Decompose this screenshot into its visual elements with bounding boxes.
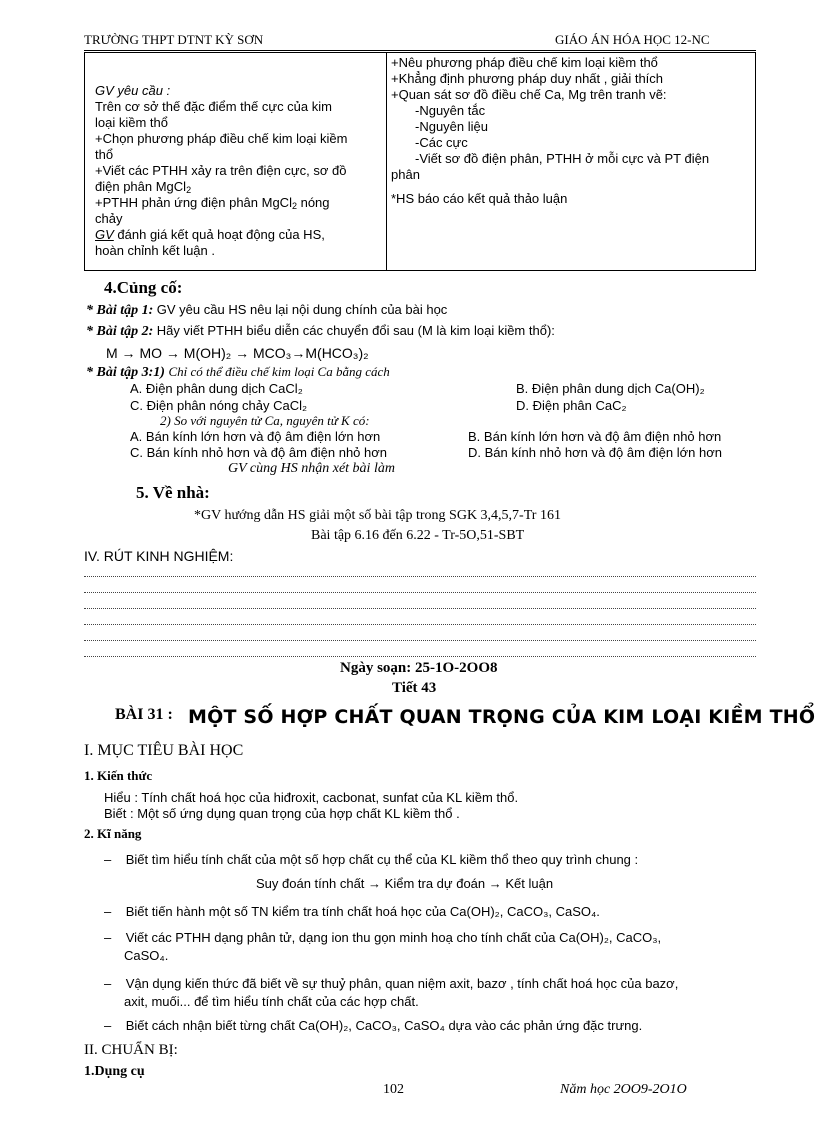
knowledge-hieu: Hiểu : Tính chất hoá học của hiđroxit, cacbonat, sunfat của KL kiềm thổ. [104, 790, 519, 805]
exercise-2: * Bài tập 2: Hãy viết PTHH biểu diễn các chuyển đổi sau (M là kim loại kiềm thổ): [86, 323, 555, 339]
table-left-line: hoàn chỉnh kết luận . [95, 243, 215, 258]
period-number: Tiết 43 [392, 680, 437, 696]
table-left-line: thổ [95, 147, 114, 162]
table-left-line: GV yêu cầu : [95, 83, 171, 98]
header-rule [84, 50, 756, 51]
notes-line [84, 624, 756, 626]
skill-item-4-cont: axit, muối... để tìm hiểu tính chất của các hợp chất. [124, 994, 419, 1009]
knowledge-biet: Biết : Một số ứng dụng quan trọng của hợp chất KL kiềm thổ . [104, 806, 460, 821]
prep-title: II. CHUẨN BỊ: [84, 1042, 178, 1058]
table-right-line: *HS báo cáo kết quả thảo luận [391, 191, 568, 206]
table-left-line: loại kiềm thổ [95, 115, 168, 130]
table-divider [386, 53, 387, 270]
table-right-line: +Nêu phương pháp điều chế kim loại kiềm thổ [391, 55, 658, 70]
table-right-line: -Nguyên liệu [415, 119, 488, 134]
skill-item-3: – Viết các PTHH dạng phân tử, dạng ion thu gọn minh hoạ cho tính chất của Ca(OH)₂, CaCO₃, [104, 930, 662, 945]
knowledge-title: 1. Kiến thức [84, 768, 153, 783]
notes-line [84, 576, 756, 578]
skills-title: 2. Kĩ năng [84, 826, 142, 841]
table-left-line: +Chọn phương pháp điều chế kim loại kiềm [95, 131, 348, 146]
header-school: TRƯỜNG THPT DTNT KỲ SƠN [84, 32, 264, 47]
skill-item-5: – Biết cách nhận biết từng chất Ca(OH)₂, CaCO₃, CaSO₄ dựa vào các phản ứng đặc trưng. [104, 1018, 643, 1033]
section-iv-title: IV. RÚT KINH NGHIỆM: [84, 548, 234, 564]
prep-subtitle: 1.Dụng cụ [84, 1064, 145, 1079]
exercise-1: * Bài tập 1: GV yêu cầu HS nêu lại nội dung chính của bài học [86, 302, 448, 318]
skill-item-4: – Vận dụng kiến thức đã biết về sự thuỷ phân, quan niệm axit, bazơ , tính chất hoá học của bazơ, [104, 976, 679, 991]
conversion-chain: M → MO → M(OH)₂ → MCO₃→M(HCO₃)₂ [106, 345, 369, 361]
section5-title: 5. Về nhà: [136, 483, 210, 502]
q2-prompt: 2) So với nguyên tử Ca, nguyên tử K có: [160, 413, 370, 428]
homework-line-2: Bài tập 6.16 đến 6.22 - Tr-5O,51-SBT [311, 528, 525, 543]
skill-item-2: – Biết tiến hành một số TN kiểm tra tính chất hoá học của Ca(OH)₂, CaCO₃, CaSO₄. [104, 904, 600, 919]
notes-line [84, 640, 756, 642]
q2-option-a: A. Bán kính lớn hơn và độ âm điện lớn hơn [130, 429, 381, 444]
q1-option-d: D. Điện phân CaC₂ [516, 398, 627, 413]
notes-line [84, 656, 756, 658]
activity-table [84, 52, 756, 271]
page-number: 102 [383, 1082, 404, 1097]
header-subject: GIÁO ÁN HÓA HỌC 12-NC [555, 32, 710, 47]
table-right-line: +Quan sát sơ đồ điều chế Ca, Mg trên tranh vẽ: [391, 87, 667, 102]
lesson-title: MỘT SỐ HỢP CHẤT QUAN TRỌNG CỦA KIM LOẠI KIỀM THỔ [188, 706, 816, 728]
table-left-line: điện phân MgCl$_2$ [95, 179, 192, 195]
lesson-label: BÀI 31 : [115, 706, 173, 723]
skill-item-3-cont: CaSO₄. [124, 948, 169, 963]
skill-item-1: – Biết tìm hiểu tính chất của một số hợp chất cụ thể của KL kiềm thổ theo quy trình chung : [104, 852, 639, 867]
table-right-line: +Khẳng định phương pháp duy nhất , giải thích [391, 71, 664, 86]
notes-line [84, 608, 756, 610]
q1-option-c: C. Điện phân nóng chảy CaCl₂ [130, 398, 308, 413]
section4-title: 4.Củng cố: [104, 278, 183, 297]
homework-line-1: *GV hướng dẫn HS giải một số bài tập trong SGK 3,4,5,7-Tr 161 [194, 508, 561, 523]
objectives-title: I. MỤC TIÊU BÀI HỌC [84, 742, 244, 759]
gv-note: GV cùng HS nhận xét bài làm [228, 461, 395, 476]
table-left-line: Trên cơ sở thế đặc điểm thế cực của kim [95, 99, 332, 114]
skill-flow: Suy đoán tính chất → Kiểm tra dự đoán → Kết luận [256, 876, 554, 891]
school-year: Năm học 2OO9-2O1O [560, 1082, 687, 1097]
table-right-line: phân [391, 167, 420, 182]
table-right-line: -Nguyên tắc [415, 103, 486, 118]
q1-option-b: B. Điện phân dung dịch Ca(OH)₂ [516, 381, 705, 396]
table-left-line: chảy [95, 211, 123, 226]
table-left-line: +Viết các PTHH xảy ra trên điện cực, sơ đồ [95, 163, 347, 178]
table-right-line: -Viết sơ đồ điện phân, PTHH ở mỗi cực và PT điện [415, 151, 710, 166]
q2-option-d: D. Bán kính nhỏ hơn và độ âm điện lớn hơn [468, 445, 722, 460]
prep-date: Ngày soạn: 25-1O-2OO8 [340, 660, 498, 676]
table-left-line: GV đánh giá kết quả hoạt động của HS, [95, 227, 325, 242]
q2-option-c: C. Bán kính nhỏ hơn và độ âm điện nhỏ hơn [130, 445, 388, 460]
table-right-line: -Các cực [415, 135, 468, 150]
notes-line [84, 592, 756, 594]
q1-option-a: A. Điện phân dung dịch CaCl₂ [130, 381, 303, 396]
table-left-cell [95, 83, 347, 259]
exercise-3: * Bài tập 3:1) Chỉ có thể điều chế kim loại Ca bằng cách [86, 364, 390, 380]
table-right-cell [391, 55, 709, 207]
table-left-line: +PTHH phản ứng điện phân MgCl$_2$ nóng [95, 195, 330, 211]
q2-option-b: B. Bán kính lớn hơn và độ âm điện nhỏ hơn [468, 429, 722, 444]
